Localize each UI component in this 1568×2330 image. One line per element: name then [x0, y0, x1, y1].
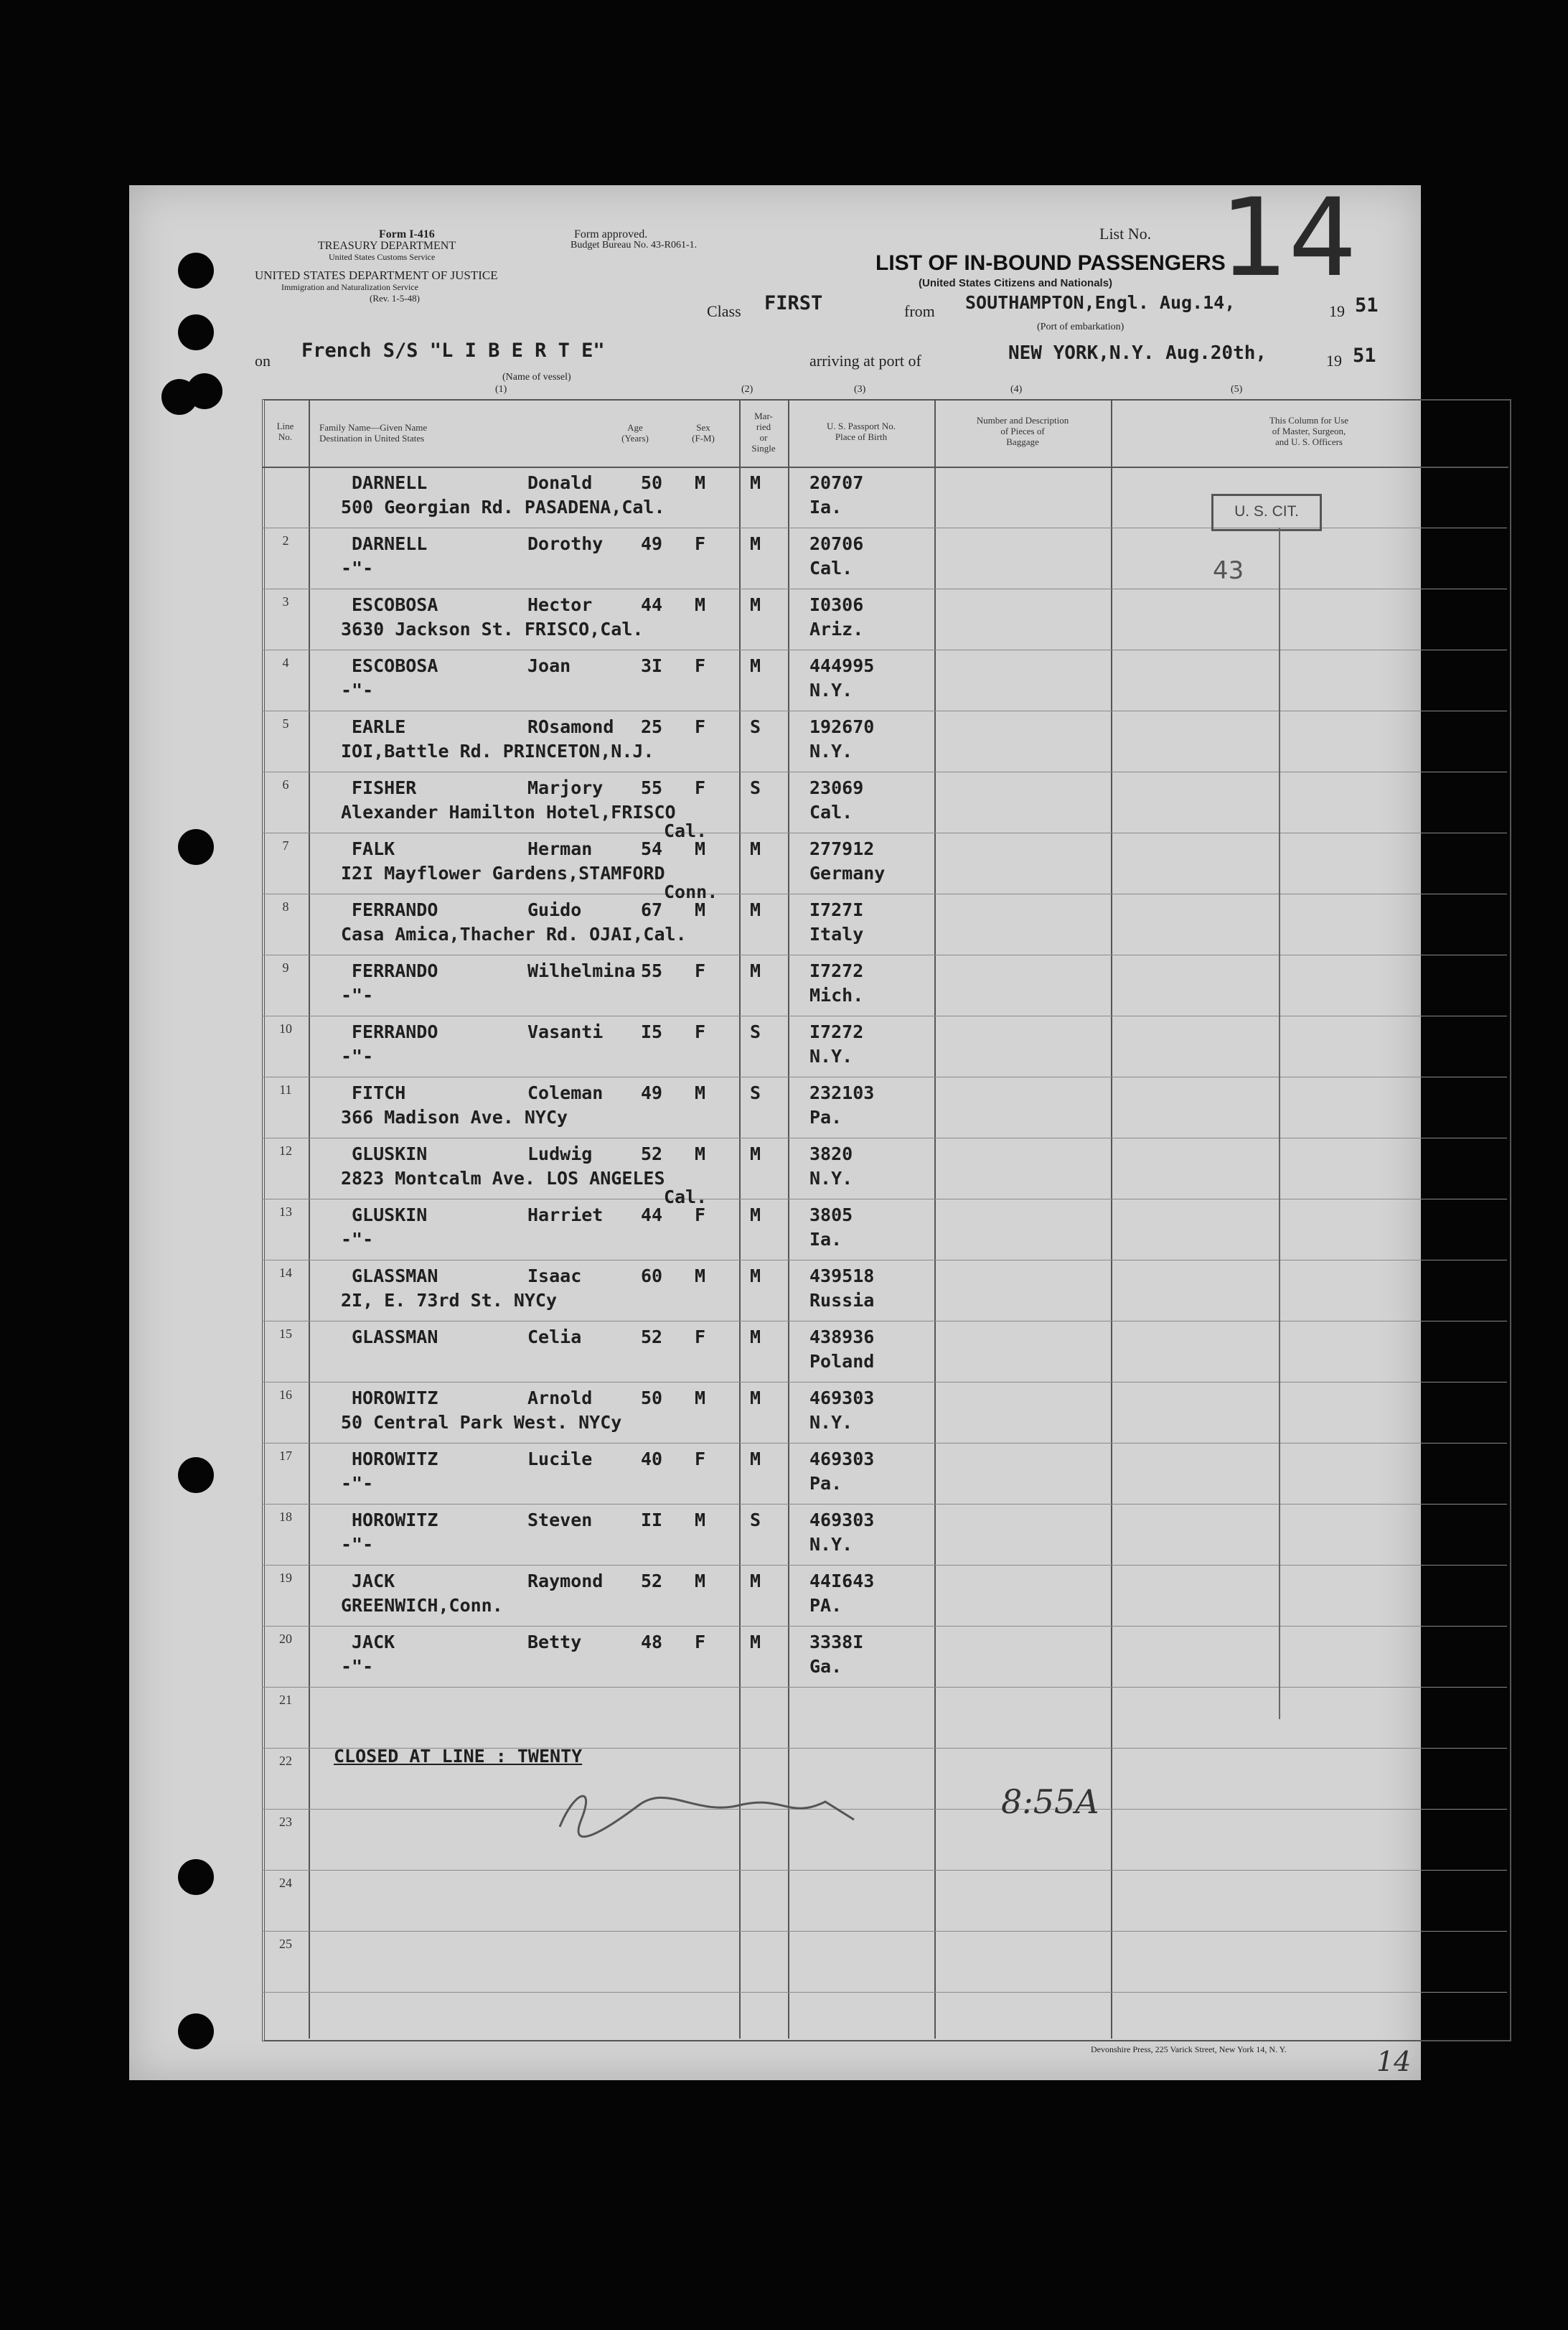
given-name: Donald [527, 472, 593, 493]
line-number: 7 [282, 838, 289, 853]
on-label: on [255, 352, 271, 370]
destination: I2I Mayflower Gardens,STAMFORD [341, 863, 665, 884]
marital-status: M [750, 1632, 761, 1652]
destination: -"- [341, 985, 374, 1006]
from-label: from [904, 302, 935, 320]
from-year: 51 [1355, 294, 1379, 317]
passport-number: 469303 [809, 1449, 875, 1469]
destination: -"- [341, 680, 374, 701]
place-of-birth: Germany [809, 863, 886, 884]
line-number: 9 [282, 960, 289, 975]
family-name: HOROWITZ [352, 1510, 438, 1530]
passport-number: 469303 [809, 1510, 875, 1530]
passport-number: 3805 [809, 1204, 853, 1225]
place-of-birth: N.Y. [809, 1534, 853, 1555]
age: 55 [641, 960, 663, 981]
binder-hole [178, 829, 214, 865]
place-of-birth: Poland [809, 1351, 875, 1372]
given-name: Vasanti [527, 1021, 604, 1042]
marital-status: S [750, 1021, 761, 1042]
place-of-birth: Russia [809, 1290, 875, 1311]
sex: F [695, 1632, 706, 1652]
line-number: 18 [279, 1510, 292, 1524]
marital-status: M [750, 1265, 761, 1286]
given-name: Joan [527, 655, 571, 676]
row-line [262, 1443, 1507, 1444]
passport-number: 3338I [809, 1632, 864, 1652]
printer-credit: Devonshire Press, 225 Varick Street, New York 14, N. Y. [1091, 2044, 1287, 2054]
sex: M [695, 899, 706, 920]
age: 54 [641, 838, 663, 859]
sex: M [695, 1265, 706, 1286]
passport-number: 469303 [809, 1388, 875, 1408]
sex: M [695, 1143, 706, 1164]
class-label: Class [707, 302, 741, 320]
destination: -"- [341, 1046, 374, 1067]
col-sex: Sex (F-M) [692, 422, 715, 444]
line-number: 10 [279, 1021, 292, 1036]
destination: 50 Central Park West. NYCy [341, 1412, 622, 1433]
sex: F [695, 777, 706, 798]
passport-number: I727I [809, 899, 864, 920]
sex: F [695, 1449, 706, 1469]
family-name: HOROWITZ [352, 1388, 438, 1408]
age: 48 [641, 1632, 663, 1652]
age: 52 [641, 1571, 663, 1591]
age: 40 [641, 1449, 663, 1469]
row-line [262, 1992, 1507, 1993]
passport-number: 192670 [809, 716, 875, 737]
line-number: 6 [282, 777, 289, 792]
family-name: DARNELL [352, 472, 428, 493]
binder-hole [187, 373, 222, 409]
sex: M [695, 838, 706, 859]
place-of-birth: N.Y. [809, 680, 853, 701]
destination: 500 Georgian Rd. PASADENA,Cal. [341, 497, 665, 518]
passport-number: I7272 [809, 960, 864, 981]
marital-status: M [750, 533, 761, 554]
place-of-birth: Ga. [809, 1656, 842, 1677]
header-divider [262, 467, 1508, 468]
sex: F [695, 960, 706, 981]
destination: 3630 Jackson St. FRISCO,Cal. [341, 619, 644, 640]
destination: GREENWICH,Conn. [341, 1595, 503, 1616]
column-divider [934, 399, 936, 2039]
line-number: 2 [282, 533, 289, 548]
place-of-birth: Pa. [809, 1473, 842, 1494]
age: 52 [641, 1327, 663, 1347]
given-name: Herman [527, 838, 593, 859]
passport-number: 444995 [809, 655, 875, 676]
treasury-label: TREASURY DEPARTMENT [318, 240, 456, 252]
family-name: GLASSMAN [352, 1265, 438, 1286]
port-embark-label: (Port of embarkation) [1037, 322, 1125, 332]
ins-label: Immigration and Naturalization Service [281, 282, 418, 292]
age: 67 [641, 899, 663, 920]
age: 60 [641, 1265, 663, 1286]
destination: -"- [341, 1473, 374, 1494]
family-name: HOROWITZ [352, 1449, 438, 1469]
marital-status: S [750, 716, 761, 737]
place-of-birth: N.Y. [809, 1412, 853, 1433]
age: 49 [641, 1082, 663, 1103]
sex: F [695, 716, 706, 737]
line-number: 24 [279, 1876, 292, 1890]
age: 25 [641, 716, 663, 737]
place-of-birth: Ia. [809, 1229, 842, 1250]
row-line [262, 1870, 1507, 1871]
line-number: 5 [282, 716, 289, 731]
form-number: Form I-416 [379, 228, 435, 240]
marital-status: M [750, 1571, 761, 1591]
marital-status: M [750, 1204, 761, 1225]
place-of-birth: Mich. [809, 985, 864, 1006]
sex: M [695, 1388, 706, 1408]
destination: -"- [341, 558, 374, 579]
sex: F [695, 1021, 706, 1042]
family-name: FALK [352, 838, 395, 859]
line-number: 13 [279, 1204, 292, 1219]
sex: M [695, 472, 706, 493]
age: 52 [641, 1143, 663, 1164]
row-line [262, 1931, 1507, 1932]
destination: Alexander Hamilton Hotel,FRISCO [341, 802, 676, 823]
sex: F [695, 655, 706, 676]
from-value: SOUTHAMPTON,Engl. Aug.14, [965, 292, 1236, 313]
marital-status: M [750, 899, 761, 920]
customs-label: United States Customs Service [329, 252, 436, 262]
passport-number: I0306 [809, 594, 864, 615]
place-of-birth: Italy [809, 924, 864, 945]
justice-label: UNITED STATES DEPARTMENT OF JUSTICE [255, 268, 498, 282]
signature-time: 8:55A [1001, 1782, 1099, 1821]
family-name: GLASSMAN [352, 1327, 438, 1347]
destination-state: Cal. [664, 820, 708, 841]
family-name: GLUSKIN [352, 1204, 428, 1225]
place-of-birth: Cal. [809, 558, 853, 579]
row-line [262, 1504, 1507, 1505]
destination: -"- [341, 1656, 374, 1677]
given-name: Steven [527, 1510, 593, 1530]
destination: 2823 Montcalm Ave. LOS ANGELES [341, 1168, 665, 1189]
family-name: JACK [352, 1632, 395, 1652]
sex: F [695, 1204, 706, 1225]
list-number: 14 [1220, 176, 1357, 301]
given-name: Dorothy [527, 533, 604, 554]
passport-number: 20706 [809, 533, 864, 554]
line-number: 19 [279, 1571, 292, 1585]
age: 44 [641, 1204, 663, 1225]
manifest-subtitle: (United States Citizens and Nationals) [919, 277, 1113, 289]
given-name: Ludwig [527, 1143, 593, 1164]
place-of-birth: N.Y. [809, 1168, 853, 1189]
line-number: 25 [279, 1937, 292, 1951]
budget-label: Budget Bureau No. 43-R061-1. [571, 240, 698, 251]
passport-number: 20707 [809, 472, 864, 493]
col-line-no: Line No. [276, 421, 294, 442]
age: I5 [641, 1021, 663, 1042]
age: II [641, 1510, 663, 1530]
arrival-year-prefix: 19 [1326, 352, 1342, 370]
line-number: 15 [279, 1327, 292, 1341]
destination-state: Conn. [664, 881, 718, 902]
marital-status: M [750, 960, 761, 981]
age: 55 [641, 777, 663, 798]
sex: M [695, 1082, 706, 1103]
family-name: GLUSKIN [352, 1143, 428, 1164]
family-name: JACK [352, 1571, 395, 1591]
age: 49 [641, 533, 663, 554]
col1-number: (1) [495, 384, 507, 395]
line-number: 11 [279, 1082, 292, 1097]
binder-hole [178, 314, 214, 350]
given-name: Celia [527, 1327, 582, 1347]
place-of-birth: Cal. [809, 802, 853, 823]
row-line [262, 1626, 1507, 1627]
family-name: ESCOBOSA [352, 594, 438, 615]
column-divider [309, 399, 310, 2039]
marital-status: M [750, 1327, 761, 1347]
destination: -"- [341, 1534, 374, 1555]
col-baggage: Number and Description of Pieces of Baggage [976, 415, 1069, 447]
line-number: 12 [279, 1143, 292, 1158]
arriving-label: arriving at port of [809, 352, 921, 370]
destination: 2I, E. 73rd St. NYCy [341, 1290, 558, 1311]
line-number: 17 [279, 1449, 292, 1463]
officer-count: 43 [1213, 556, 1244, 585]
citizen-stamp: U. S. CIT. [1211, 494, 1322, 531]
col-married: Mar- ried or Single [751, 411, 776, 454]
closed-line-note: CLOSED AT LINE : TWENTY [334, 1746, 583, 1767]
family-name: FERRANDO [352, 960, 438, 981]
marital-status: M [750, 1388, 761, 1408]
family-name: FISHER [352, 777, 417, 798]
binder-hole [178, 1457, 214, 1493]
line-number: 3 [282, 594, 289, 609]
page-mark: 14 [1376, 2046, 1412, 2077]
vessel-name: French S/S "L I B E R T E" [301, 340, 605, 362]
passport-number: 232103 [809, 1082, 875, 1103]
from-year-prefix: 19 [1329, 302, 1345, 320]
marital-status: S [750, 1082, 761, 1103]
place-of-birth: PA. [809, 1595, 842, 1616]
family-name: FERRANDO [352, 1021, 438, 1042]
rev-label: (Rev. 1-5-48) [370, 293, 420, 304]
given-name: Hector [527, 594, 593, 615]
family-name: FITCH [352, 1082, 406, 1103]
place-of-birth: Ia. [809, 497, 842, 518]
row-line [262, 1687, 1507, 1688]
line-number: 23 [279, 1815, 292, 1829]
given-name: Marjory [527, 777, 604, 798]
passport-number: I7272 [809, 1021, 864, 1042]
col3-number: (3) [854, 384, 866, 395]
passport-number: 23069 [809, 777, 864, 798]
sex: M [695, 1571, 706, 1591]
marital-status: M [750, 1449, 761, 1469]
place-of-birth: N.Y. [809, 1046, 853, 1067]
family-name: FERRANDO [352, 899, 438, 920]
destination: 366 Madison Ave. NYCy [341, 1107, 568, 1128]
destination: Casa Amica,Thacher Rd. OJAI,Cal. [341, 924, 687, 945]
destination-state: Cal. [664, 1187, 708, 1207]
list-no-label: List No. [1099, 225, 1152, 243]
col-name: Family Name—Given Name Destination in United States [319, 422, 428, 444]
passport-number: 44I643 [809, 1571, 875, 1591]
given-name: Arnold [527, 1388, 593, 1408]
col2-number: (2) [741, 384, 754, 395]
binder-hole [178, 253, 214, 289]
officer-mark-line [1279, 528, 1280, 1719]
age: 44 [641, 594, 663, 615]
age: 50 [641, 1388, 663, 1408]
approved-label: Form approved. [574, 228, 648, 240]
arrival-year: 51 [1353, 345, 1376, 367]
manifest-title: LIST OF IN-BOUND PASSENGERS [875, 251, 1226, 275]
sex: F [695, 1327, 706, 1347]
age: 3I [641, 655, 663, 676]
column-divider [1111, 399, 1112, 2039]
col-age: Age (Years) [621, 422, 649, 444]
row-line [262, 1565, 1507, 1566]
place-of-birth: N.Y. [809, 741, 853, 762]
line-number: 20 [279, 1632, 292, 1646]
passport-number: 3820 [809, 1143, 853, 1164]
passport-number: 439518 [809, 1265, 875, 1286]
sex: M [695, 594, 706, 615]
line-number: 16 [279, 1388, 292, 1402]
destination: IOI,Battle Rd. PRINCETON,N.J. [341, 741, 654, 762]
col-officer-use: This Column for Use of Master, Surgeon, and U. S. Officers [1269, 415, 1349, 447]
col-passport: U. S. Passport No. Place of Birth [826, 421, 896, 442]
marital-status: M [750, 1143, 761, 1164]
line-number: 21 [279, 1693, 292, 1707]
sex: M [695, 1510, 706, 1530]
given-name: Wilhelmina [527, 960, 636, 981]
class-value: FIRST [764, 292, 823, 314]
given-name: Raymond [527, 1571, 604, 1591]
place-of-birth: Ariz. [809, 619, 864, 640]
destination: -"- [341, 1229, 374, 1250]
marital-status: M [750, 472, 761, 493]
place-of-birth: Pa. [809, 1107, 842, 1128]
family-name: ESCOBOSA [352, 655, 438, 676]
line-number: 8 [282, 899, 289, 914]
binder-hole [178, 1859, 214, 1895]
given-name: Lucile [527, 1449, 593, 1469]
given-name: Guido [527, 899, 582, 920]
passport-number: 438936 [809, 1327, 875, 1347]
line-number: 22 [279, 1754, 292, 1768]
line-number: 4 [282, 655, 289, 670]
given-name: Betty [527, 1632, 582, 1652]
marital-status: M [750, 594, 761, 615]
marital-status: S [750, 777, 761, 798]
age: 50 [641, 472, 663, 493]
col4-number: (4) [1010, 384, 1023, 395]
passport-number: 277912 [809, 838, 875, 859]
family-name: EARLE [352, 716, 406, 737]
officer-signature [553, 1777, 926, 1841]
given-name: Isaac [527, 1265, 582, 1286]
marital-status: S [750, 1510, 761, 1530]
given-name: Coleman [527, 1082, 604, 1103]
sex: F [695, 533, 706, 554]
col5-number: (5) [1231, 384, 1243, 395]
given-name: Harriet [527, 1204, 604, 1225]
marital-status: M [750, 838, 761, 859]
binder-hole [178, 2013, 214, 2049]
marital-status: M [750, 655, 761, 676]
arrival-port: NEW YORK,N.Y. Aug.20th, [1008, 342, 1267, 364]
family-name: DARNELL [352, 533, 428, 554]
line-number: 14 [279, 1265, 292, 1280]
given-name: ROsamond [527, 716, 614, 737]
vessel-label: (Name of vessel) [502, 372, 571, 383]
